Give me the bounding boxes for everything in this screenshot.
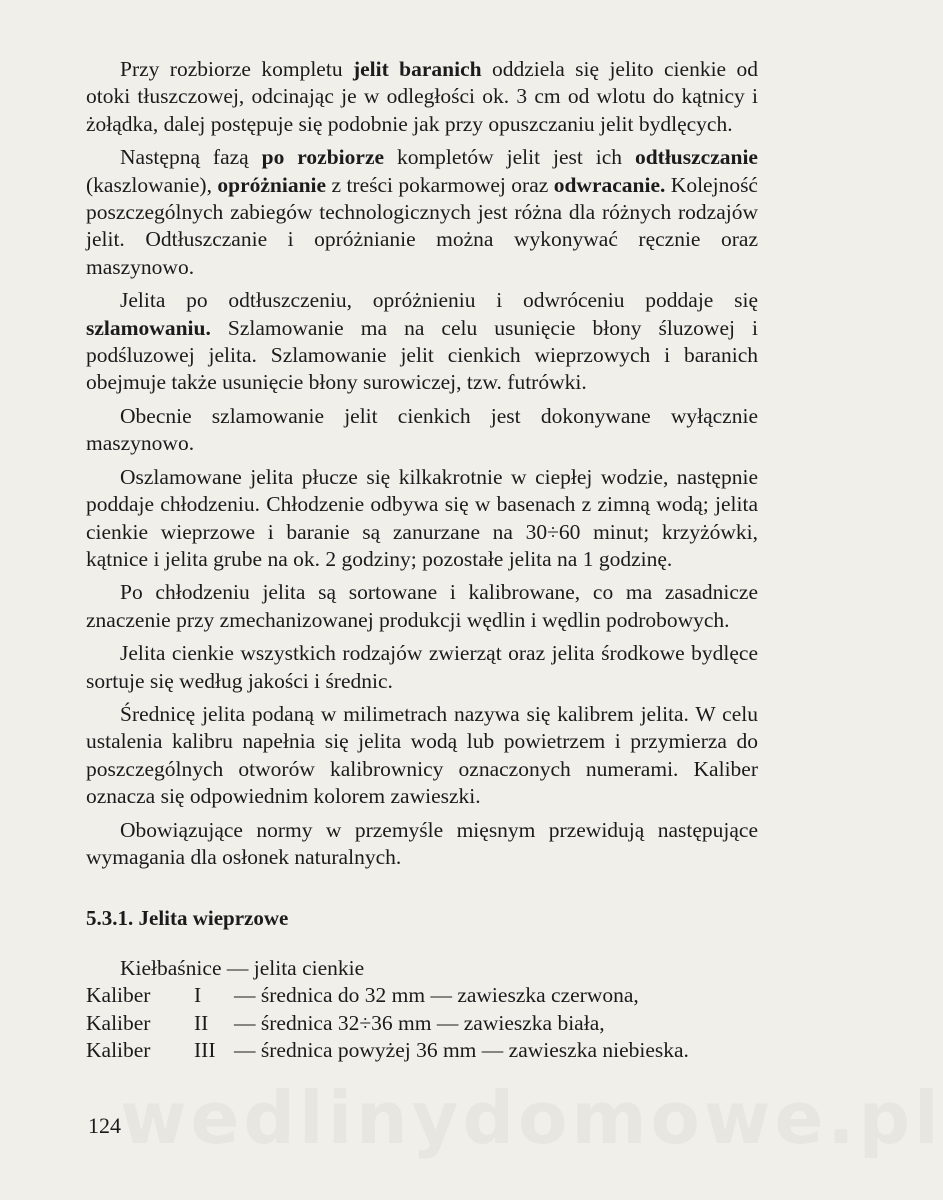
- watermark: wedlinydomowe.pl: [120, 1076, 943, 1160]
- text-run: oddziela się jelito cienkie od otoki tłuszczowej, odcinając je w odległości ok. 3 cm od wlotu do kątnicy i żołądka, dalej postępuje się podobnie jak przy opuszczaniu jelit bydlęcych.: [86, 57, 758, 136]
- body-text: [86, 56, 758, 871]
- bold-term: szlamowaniu.: [86, 315, 211, 340]
- caliber-description: — średnica powyżej 36 mm — zawieszka niebieska.: [234, 1038, 689, 1062]
- caliber-description: — średnica 32÷36 mm — zawieszka biała,: [234, 1010, 605, 1035]
- text-run: (kaszlowanie),: [86, 172, 218, 197]
- section-heading: 5.3.1. Jelita wieprzowe: [86, 906, 289, 931]
- page-content: [86, 56, 758, 1064]
- caliber-label: Kaliber: [86, 1010, 151, 1035]
- caliber-row: [86, 1010, 758, 1037]
- paragraph: [86, 579, 758, 634]
- caliber-list: [86, 955, 758, 1065]
- caliber-label: Kaliber: [86, 983, 151, 1008]
- paragraph: [86, 287, 758, 397]
- text-run: Przy rozbiorze kompletu: [120, 57, 353, 81]
- text-run: Średnicę jelita podaną w milimetrach nazywa się kalibrem jelita. W celu ustalenia kalibru napełnia się jelita wodą lub powietrzem i przymierza do poszczególnych otworów kalibrownicy oznaczonych numerami. Kaliber oznacza się odpowiednim kolorem zawieszki.: [86, 701, 758, 809]
- paragraph: [86, 640, 758, 695]
- caliber-row: [86, 1037, 758, 1064]
- paragraph: [86, 464, 758, 574]
- bold-term: po rozbiorze: [261, 145, 385, 170]
- bold-term: jelit baranich: [352, 57, 482, 81]
- caliber-description: — średnica do 32 mm — zawieszka czerwona,: [234, 983, 639, 1008]
- text-run: Jelita cienkie wszystkich rodzajów zwierząt oraz jelita środkowe bydlęce sortuje się według jakości i średnic.: [86, 641, 758, 693]
- bold-term: opróżnianie: [217, 172, 327, 197]
- caliber-number: II: [194, 1010, 209, 1035]
- paragraph: [86, 56, 758, 138]
- text-run: Obowiązujące normy w przemyśle mięsnym przewidują następujące wymagania dla osłonek naturalnych.: [86, 817, 758, 869]
- text-run: Oszlamowane jelita płucze się kilkakrotnie w ciepłej wodzie, następnie poddaje chłodzeniu. Chłodzenie odbywa się w basenach z zimną wodą; jelita cienkie wieprzowe i baranie są zanurzane na 30÷60 minut; krzyżówki, kątnice i jelita grube na ok. 2 godziny; pozostałe jelita na 1 godzinę.: [86, 464, 758, 571]
- text-run: Obecnie szlamowanie jelit cienkich jest dokonywane wyłącznie maszynowo.: [86, 403, 758, 456]
- page-number: 124: [88, 1113, 121, 1138]
- text-run: kompletów jelit jest ich: [384, 145, 635, 170]
- text-run: Szlamowanie ma na celu usunięcie błony śluzowej i podśluzowej jelita. Szlamowanie jelit cienkich wieprzowych i baranich obejmuje także usunięcie błony surowiczej, tzw. futrówki.: [86, 315, 758, 395]
- caliber-number: I: [194, 983, 202, 1008]
- paragraph: [86, 144, 758, 281]
- paragraph: [86, 817, 758, 872]
- text-run: Następną fazą: [120, 145, 262, 170]
- caliber-number: III: [194, 1038, 216, 1062]
- caliber-label: Kaliber: [86, 1038, 151, 1062]
- text-run: z treści pokarmowej oraz: [326, 172, 554, 197]
- bold-term: odtłuszczanie: [634, 145, 758, 170]
- text-run: Kolejność poszczególnych zabiegów technologicznych jest różna dla różnych rodzajów jelit. Odtłuszczanie i opróżnianie można wykonywać ręcznie oraz maszynowo.: [86, 172, 758, 279]
- caliber-rows: [86, 982, 758, 1064]
- text-run: Jelita po odtłuszczeniu, opróżnieniu i odwróceniu poddaje się: [120, 288, 758, 313]
- paragraph: [86, 403, 758, 458]
- bold-term: odwracanie.: [553, 172, 666, 197]
- paragraph: [86, 701, 758, 811]
- caliber-row: [86, 982, 758, 1009]
- text-run: Po chłodzeniu jelita są sortowane i kalibrowane, co ma zasadnicze znaczenie przy zmechanizowanej produkcji wędlin i wędlin podrobowych.: [86, 580, 758, 632]
- list-subheading: Kiełbaśnice — jelita cienkie: [120, 955, 365, 980]
